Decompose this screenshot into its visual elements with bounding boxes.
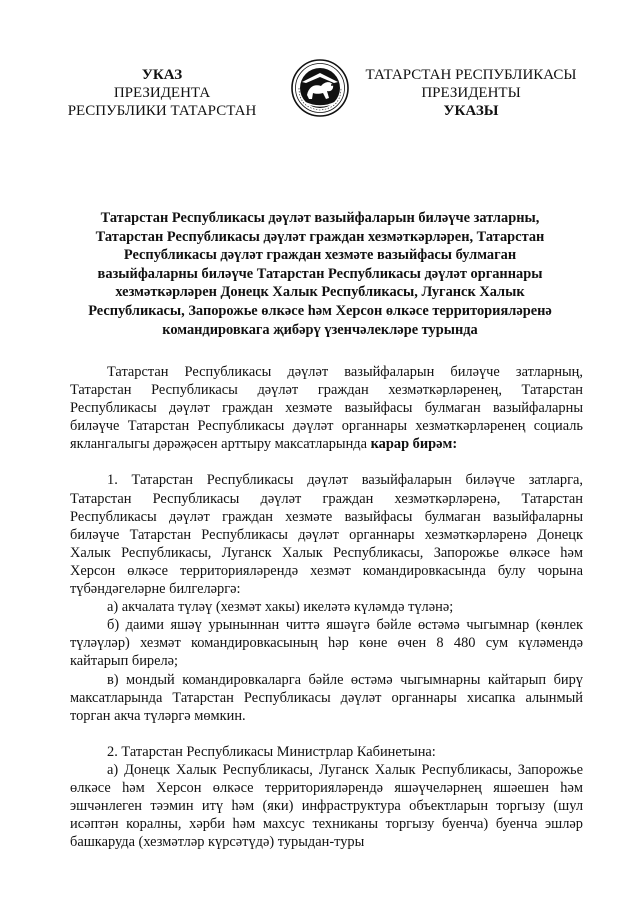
item-1-paragraph: 1. Татарстан Республикасы дәүләт вазыйфаларын биләүче затларга, Татарстан Республикасы дәүләт граждан хезмәткәрләренә, Татарстан Республикасы дәүләт граждан хезмәте вазыйфасы булмаган вазыйфаларны биләүче Татарстан Республикасы дәүләт органнары хезмәткәрләренә Донецк Халык Республикасы, Луганск Халык Республикасы, Запорожье өлкәсе һәм Херсон өлкәсе территорияләрендә хезмәт командировкасында булу чорына түбәндәгеләрне билгеләргә: (70, 472, 583, 598)
title-line: вазыйфаларны биләүче Татарстан Республикасы дәүләт органнары (97, 265, 543, 282)
preamble-text: Татарстан Республикасы дәүләт вазыйфаларын биләүче затларның, Татарстан Республикасы дәүләт граждан хезмәткәрләренең, Татарстан Республикасы дәүләт граждан хезмәте вазыйфасы булмаган вазыйфаларны биләүче Татарстан Республикасы дәүләт органнары хезмәткәрләренең социаль яклангалыгы дәрәҗәсен арттыру максатларында (70, 364, 583, 453)
item-1c-paragraph: в) мондый командировкаларга бәйле өстәмә чыгымнарны кайтарып бирү максатларында Татарстан Республикасы дәүләт органнары хисапка алынмый торган акча түләргә мөмкин. (70, 671, 583, 724)
document-title (60, 209, 580, 339)
header-left-line-2: ПРЕЗИДЕНТА (113, 85, 211, 101)
paragraph-gap (70, 453, 583, 471)
title-line: хезмәткәрләрен Донецк Халык Республикасы, Луганск Халык (115, 284, 525, 301)
paragraph-gap (70, 725, 583, 743)
decree-header (0, 66, 640, 136)
header-left-line-3: РЕСПУБЛИКИ ТАТАРСТАН (67, 103, 257, 119)
preamble-decision: карар бирәм: (370, 436, 458, 453)
header-right-line-1: ТАТАРСТАН РЕСПУБЛИКАСЫ (365, 67, 577, 83)
item-2-paragraph: 2. Татарстан Республикасы Министрлар Кабинетына: (107, 743, 436, 760)
item-1a-paragraph: а) акчалата түләү (хезмәт хакы) икеләтә күләмдә түләнә; (107, 599, 454, 616)
header-right-line-3: УКАЗЫ (443, 103, 499, 119)
title-line: Татарстан Республикасы дәүләт граждан хезмәткәрләрен, Татарстан (95, 228, 545, 245)
item-2a-paragraph: а) Донецк Халык Республикасы, Луганск Халык Республикасы, Запорожье өлкәсе һәм Херсон өлкәсе территорияләрендә яшәүчеләрнең яшәешен һәм эшчәнлеген тәэмин итү һәм (яки) инфраструктура объектларын торгызу (шул исәптән коралны, хәрби һәм махсус техниканы торгызу буенча) буенча эшләр башкаруда (хезмәтләр күрсәтүдә) турыдан-туры (70, 761, 583, 851)
header-right-line-2: ПРЕЗИДЕНТЫ (421, 85, 521, 101)
item-1b-paragraph: б) даими яшәү урыныннан читтә яшәүгә бәйле өстәмә чыгымнар (көнлек түләүләр) хезмәт командировкасының һәр көне өчен 8 480 сум күләмендә кайтарып бирелә; (70, 617, 583, 670)
title-line: Татарстан Республикасы дәүләт вазыйфаларын биләүче затларны, (100, 210, 540, 226)
title-line: Республикасы дәүләт граждан хезмәте вазыйфасы булмаган (123, 247, 517, 264)
preamble-paragraph (70, 363, 583, 453)
title-line: Республикасы, Запорожье өлкәсе һәм Херсон өлкәсе территорияләренә (88, 302, 552, 319)
header-left-line-1: УКАЗ (141, 67, 183, 83)
tatarstan-coat-of-arms-icon (290, 58, 350, 118)
document-body (70, 363, 583, 851)
header-left-russian (62, 66, 262, 120)
header-right-tatar (365, 66, 577, 120)
title-line: командировкага җибәрү үзенчәлекләре турында (162, 321, 478, 338)
